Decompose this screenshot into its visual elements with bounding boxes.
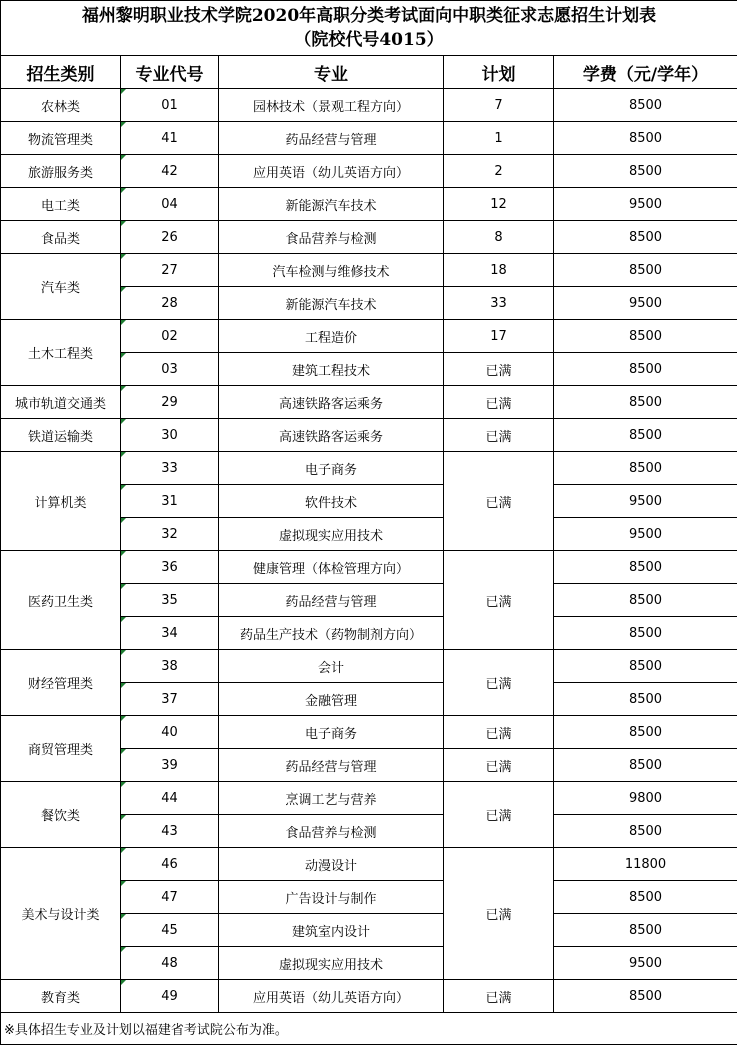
major-code-cell: 03 — [121, 353, 219, 386]
fee-cell: 9800 — [554, 782, 737, 815]
fee-cell: 8500 — [554, 815, 737, 848]
fee-cell: 8500 — [554, 551, 737, 584]
table-row — [1, 782, 737, 815]
major-code-cell: 34 — [121, 617, 219, 650]
major-name-cell: 金融管理 — [219, 683, 444, 716]
fee-cell: 8500 — [554, 683, 737, 716]
table-row — [1, 452, 737, 485]
category-cell: 物流管理类 — [1, 122, 121, 155]
plan-cell: 已满 — [444, 782, 554, 848]
category-cell: 农林类 — [1, 89, 121, 122]
major-name-cell: 电子商务 — [219, 716, 444, 749]
title-line-2: （院校代号4015） — [1, 28, 737, 52]
fee-cell: 8500 — [554, 650, 737, 683]
plan-cell: 1 — [444, 122, 554, 155]
fee-cell: 9500 — [554, 518, 737, 551]
table-row — [1, 320, 737, 353]
major-name-cell: 虚拟现实应用技术 — [219, 947, 444, 980]
table-row — [1, 122, 737, 155]
major-code-cell: 26 — [121, 221, 219, 254]
major-name-cell: 健康管理（体检管理方向） — [219, 551, 444, 584]
major-name-cell: 应用英语（幼儿英语方向） — [219, 155, 444, 188]
major-code-cell: 45 — [121, 914, 219, 947]
plan-cell: 33 — [444, 287, 554, 320]
major-code-cell: 01 — [121, 89, 219, 122]
plan-cell: 18 — [444, 254, 554, 287]
category-cell: 城市轨道交通类 — [1, 386, 121, 419]
fee-cell: 8500 — [554, 155, 737, 188]
major-name-cell: 电子商务 — [219, 452, 444, 485]
header-code: 专业代号 — [121, 56, 219, 89]
header-row — [1, 56, 737, 89]
major-code-cell: 35 — [121, 584, 219, 617]
major-name-cell: 新能源汽车技术 — [219, 188, 444, 221]
table-row — [1, 848, 737, 881]
table-row — [1, 188, 737, 221]
table-row — [1, 650, 737, 683]
fee-cell: 8500 — [554, 881, 737, 914]
plan-cell: 12 — [444, 188, 554, 221]
major-name-cell: 药品经营与管理 — [219, 584, 444, 617]
category-cell: 教育类 — [1, 980, 121, 1013]
fee-cell: 8500 — [554, 980, 737, 1013]
fee-cell: 8500 — [554, 419, 737, 452]
fee-cell: 9500 — [554, 485, 737, 518]
table-row — [1, 419, 737, 452]
major-name-cell: 药品生产技术（药物制剂方向） — [219, 617, 444, 650]
table-row — [1, 551, 737, 584]
major-name-cell: 应用英语（幼儿英语方向） — [219, 980, 444, 1013]
category-cell: 财经管理类 — [1, 650, 121, 716]
major-name-cell: 药品经营与管理 — [219, 122, 444, 155]
plan-cell: 已满 — [444, 551, 554, 650]
fee-cell: 8500 — [554, 320, 737, 353]
table-title — [1, 1, 737, 56]
table-row — [1, 155, 737, 188]
category-cell: 商贸管理类 — [1, 716, 121, 782]
major-code-cell: 30 — [121, 419, 219, 452]
plan-cell: 已满 — [444, 848, 554, 980]
major-name-cell: 动漫设计 — [219, 848, 444, 881]
plan-cell: 17 — [444, 320, 554, 353]
major-code-cell: 44 — [121, 782, 219, 815]
major-name-cell: 高速铁路客运乘务 — [219, 419, 444, 452]
plan-cell: 已满 — [444, 716, 554, 749]
major-name-cell: 会计 — [219, 650, 444, 683]
major-code-cell: 48 — [121, 947, 219, 980]
header-category: 招生类别 — [1, 56, 121, 89]
fee-cell: 8500 — [554, 353, 737, 386]
major-code-cell: 36 — [121, 551, 219, 584]
major-name-cell: 药品经营与管理 — [219, 749, 444, 782]
plan-cell: 已满 — [444, 980, 554, 1013]
fee-cell: 8500 — [554, 122, 737, 155]
category-cell: 土木工程类 — [1, 320, 121, 386]
major-name-cell: 食品营养与检测 — [219, 221, 444, 254]
category-cell: 铁道运输类 — [1, 419, 121, 452]
major-code-cell: 02 — [121, 320, 219, 353]
major-name-cell: 烹调工艺与营养 — [219, 782, 444, 815]
major-name-cell: 汽车检测与维修技术 — [219, 254, 444, 287]
table-row — [1, 980, 737, 1013]
major-code-cell: 42 — [121, 155, 219, 188]
category-cell: 旅游服务类 — [1, 155, 121, 188]
fee-cell: 8500 — [554, 89, 737, 122]
major-name-cell: 工程造价 — [219, 320, 444, 353]
plan-cell: 2 — [444, 155, 554, 188]
table-row — [1, 221, 737, 254]
major-name-cell: 建筑工程技术 — [219, 353, 444, 386]
category-cell: 电工类 — [1, 188, 121, 221]
category-cell: 医药卫生类 — [1, 551, 121, 650]
major-name-cell: 新能源汽车技术 — [219, 287, 444, 320]
fee-cell: 9500 — [554, 947, 737, 980]
plan-cell: 已满 — [444, 353, 554, 386]
major-code-cell: 27 — [121, 254, 219, 287]
category-cell: 汽车类 — [1, 254, 121, 320]
footnote: ※具体招生专业及计划以福建省考试院公布为准。 — [1, 1013, 737, 1045]
fee-cell: 8500 — [554, 914, 737, 947]
major-code-cell: 32 — [121, 518, 219, 551]
major-code-cell: 31 — [121, 485, 219, 518]
fee-cell: 11800 — [554, 848, 737, 881]
fee-cell: 9500 — [554, 287, 737, 320]
fee-cell: 8500 — [554, 386, 737, 419]
major-code-cell: 04 — [121, 188, 219, 221]
major-code-cell: 33 — [121, 452, 219, 485]
major-code-cell: 38 — [121, 650, 219, 683]
major-code-cell: 39 — [121, 749, 219, 782]
major-code-cell: 49 — [121, 980, 219, 1013]
table-row — [1, 716, 737, 749]
table-row — [1, 386, 737, 419]
major-name-cell: 虚拟现实应用技术 — [219, 518, 444, 551]
fee-cell: 8500 — [554, 617, 737, 650]
header-major: 专业 — [219, 56, 444, 89]
table-row — [1, 89, 737, 122]
fee-cell: 8500 — [554, 221, 737, 254]
category-cell: 食品类 — [1, 221, 121, 254]
major-name-cell: 软件技术 — [219, 485, 444, 518]
category-cell: 美术与设计类 — [1, 848, 121, 980]
category-cell: 餐饮类 — [1, 782, 121, 848]
table-row — [1, 254, 737, 287]
major-code-cell: 28 — [121, 287, 219, 320]
plan-cell: 8 — [444, 221, 554, 254]
major-name-cell: 高速铁路客运乘务 — [219, 386, 444, 419]
major-name-cell: 园林技术（景观工程方向） — [219, 89, 444, 122]
major-name-cell: 建筑室内设计 — [219, 914, 444, 947]
table-body — [1, 89, 737, 1013]
fee-cell: 8500 — [554, 452, 737, 485]
plan-cell: 已满 — [444, 452, 554, 551]
major-name-cell: 广告设计与制作 — [219, 881, 444, 914]
fee-cell: 8500 — [554, 749, 737, 782]
plan-cell: 已满 — [444, 749, 554, 782]
major-code-cell: 40 — [121, 716, 219, 749]
fee-cell: 8500 — [554, 584, 737, 617]
fee-cell: 9500 — [554, 188, 737, 221]
plan-cell: 已满 — [444, 650, 554, 716]
fee-cell: 8500 — [554, 716, 737, 749]
plan-cell: 已满 — [444, 419, 554, 452]
major-code-cell: 41 — [121, 122, 219, 155]
major-code-cell: 37 — [121, 683, 219, 716]
fee-cell: 8500 — [554, 254, 737, 287]
header-plan: 计划 — [444, 56, 554, 89]
major-code-cell: 29 — [121, 386, 219, 419]
major-code-cell: 47 — [121, 881, 219, 914]
category-cell: 计算机类 — [1, 452, 121, 551]
major-code-cell: 46 — [121, 848, 219, 881]
header-fee: 学费（元/学年） — [554, 56, 737, 89]
plan-cell: 已满 — [444, 386, 554, 419]
major-name-cell: 食品营养与检测 — [219, 815, 444, 848]
major-code-cell: 43 — [121, 815, 219, 848]
plan-cell: 7 — [444, 89, 554, 122]
title-line-1: 福州黎明职业技术学院2020年高职分类考试面向中职类征求志愿招生计划表 — [1, 4, 737, 28]
